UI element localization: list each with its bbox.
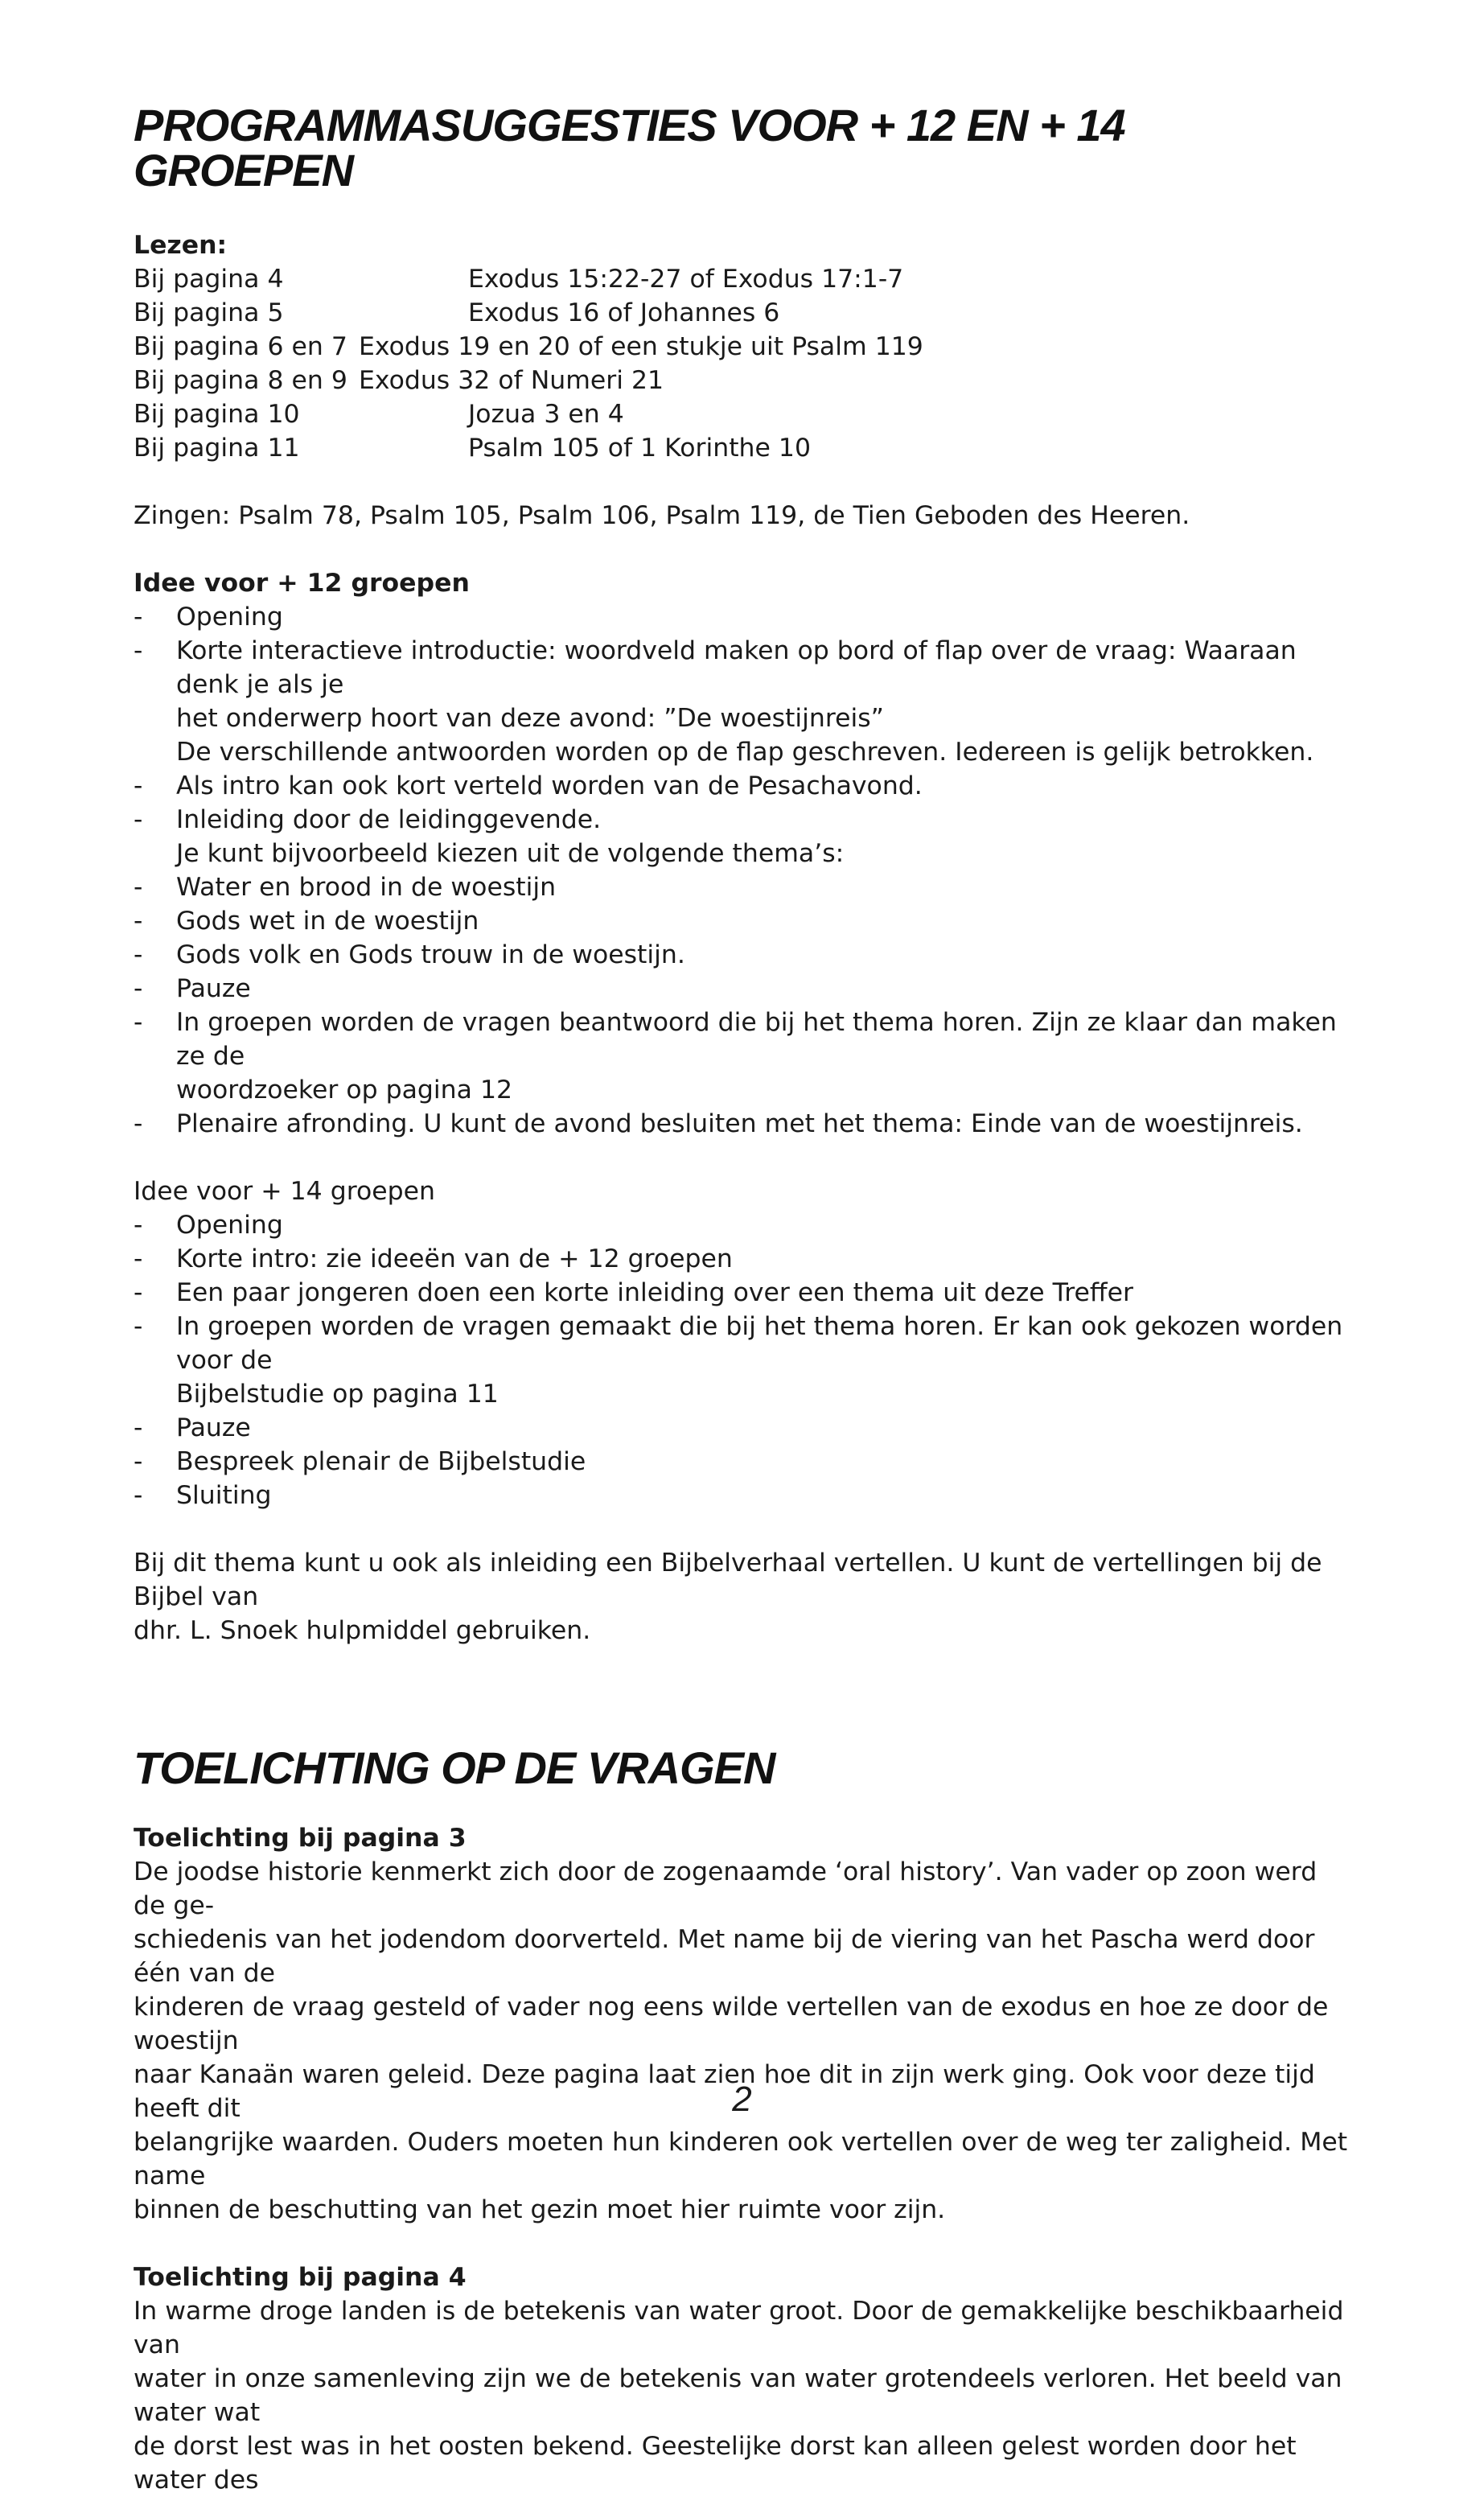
paragraph-line: belangrijke waarden. Ouders moeten hun kinderen ook vertellen over de weg ter zaligheid. Met name — [134, 2128, 1348, 2191]
list-item: - Korte interactieve introductie: woordveld maken op bord of flap over de vraag: Waaraan denk je als je — [134, 636, 1297, 699]
reading-page: Bij pagina 11 — [134, 434, 300, 463]
paragraph-line: naar Kanaän waren geleid. Deze pagina laat zien hoe dit in zijn werk ging. Ook voor deze tijd heeft dit — [134, 2060, 1315, 2123]
list-item: - Gods wet in de woestijn — [134, 907, 479, 936]
list-item: - Een paar jongeren doen een korte inleiding over een thema uit deze Treffer — [134, 1278, 1133, 1307]
paragraph-line: kinderen de vraag gesteld of vader nog eens wilde vertellen van de exodus en hoe ze door de woestijn — [134, 1993, 1329, 2055]
list-item: - Pauze — [134, 974, 251, 1003]
toelichting-p4-paragraph — [134, 2294, 1355, 2497]
reading-page: Bij pagina 8 en 9 — [134, 366, 347, 395]
list-item: - Plenaire afronding. U kunt de avond besluiten met het thema: Einde van de woestijnreis. — [134, 1109, 1303, 1138]
reading-row — [134, 364, 1355, 397]
paragraph-line: dhr. L. Snoek hulpmiddel gebruiken. — [134, 1616, 591, 1645]
reading-text: Exodus 16 of Johannes 6 — [468, 298, 780, 327]
paragraph-line: de dorst lest was in het oosten bekend. Geestelijke dorst kan alleen gelest worden door het water des — [134, 2432, 1297, 2495]
paragraph-line: binnen de beschutting van het gezin moet hier ruimte voor zijn. — [134, 2195, 946, 2224]
paragraph-line: water in onze samenleving zijn we de betekenis van water grotendeels verloren. Het beeld van water wat — [134, 2364, 1342, 2427]
page-number: 2 — [732, 2079, 752, 2119]
list-item: - Opening — [134, 1211, 283, 1240]
reading-page: Bij pagina 4 — [134, 265, 284, 294]
reading-page: Bij pagina 5 — [134, 298, 284, 327]
list-item: - Korte intro: zie ideeën van de + 12 groepen — [134, 1244, 733, 1273]
list-item: - Gods volk en Gods trouw in de woestijn. — [134, 940, 685, 969]
list-item: - In groepen worden de vragen beantwoord die bij het thema horen. Zijn ze klaar dan maken ze de — [134, 1008, 1337, 1071]
lezen-label: Lezen: — [134, 231, 228, 260]
reading-text: Exodus 15:22-27 of Exodus 17:1-7 — [468, 265, 904, 294]
idee12-heading: Idee voor + 12 groepen — [134, 569, 470, 598]
list-item-continuation: Bijbelstudie op pagina 11 — [176, 1380, 499, 1409]
paragraph-line: In warme droge landen is de betekenis van water groot. Door de gemakkelijke beschikbaarheid van — [134, 2297, 1344, 2359]
reading-row — [134, 431, 1355, 465]
paragraph-line: Bij dit thema kunt u ook als inleiding een Bijbelverhaal vertellen. U kunt de vertellingen bij de Bijbel van — [134, 1549, 1322, 1611]
list-item: - Pauze — [134, 1413, 251, 1442]
idee14-heading: Idee voor + 14 groepen — [134, 1177, 435, 1206]
paragraph-line: De joodse historie kenmerkt zich door de zogenaamde ‘oral history’. Van vader op zoon werd de ge- — [134, 1857, 1318, 1920]
reading-row — [134, 397, 1355, 431]
reading-text: Exodus 19 en 20 of een stukje uit Psalm 119 — [359, 332, 923, 361]
list-item: - Bespreek plenair de Bijbelstudie — [134, 1447, 586, 1476]
paragraph-line: schiedenis van het jodendom doorverteld. Met name bij de viering van het Pascha werd door één van de — [134, 1925, 1315, 1988]
list-item-continuation: Je kunt bijvoorbeeld kiezen uit de volgende thema’s: — [176, 839, 845, 868]
idee12-list — [134, 600, 1355, 1141]
idee14-list — [134, 1208, 1355, 1512]
list-item: - Als intro kan ook kort verteld worden van de Pesachavond. — [134, 771, 923, 800]
reading-text: Psalm 105 of 1 Korinthe 10 — [468, 434, 811, 463]
reading-text: Jozua 3 en 4 — [468, 400, 624, 429]
list-item: - Inleiding door de leidinggevende. — [134, 805, 602, 834]
toelichting-p4-heading: Toelichting bij pagina 4 — [134, 2263, 467, 2292]
list-item-continuation: woordzoeker op pagina 12 — [176, 1076, 513, 1105]
list-item: - Opening — [134, 603, 283, 631]
reading-row — [134, 262, 1355, 296]
reading-page: Bij pagina 6 en 7 — [134, 332, 347, 361]
list-item: - In groepen worden de vragen gemaakt die bij het thema horen. Er kan ook gekozen worden voor de — [134, 1312, 1343, 1375]
list-item: - Water en brood in de woestijn — [134, 873, 557, 902]
reading-page: Bij pagina 10 — [134, 400, 300, 429]
section-title-programma: PROGRAMMASUGGESTIES VOOR + 12 EN + 14 GROEPEN — [134, 100, 1125, 195]
section-title-toelichting: TOELICHTING OP DE VRAGEN — [134, 1742, 775, 1793]
readings-list — [134, 262, 1355, 465]
reading-row — [134, 296, 1355, 330]
closing-paragraph — [134, 1546, 1355, 1648]
zingen-line: Zingen: Psalm 78, Psalm 105, Psalm 106, Psalm 119, de Tien Geboden des Heeren. — [134, 501, 1190, 530]
toelichting-p3-paragraph — [134, 1855, 1355, 2227]
toelichting-p3-heading: Toelichting bij pagina 3 — [134, 1824, 467, 1853]
reading-text: Exodus 32 of Numeri 21 — [359, 366, 664, 395]
list-item: - Sluiting — [134, 1481, 272, 1510]
list-item-continuation: De verschillende antwoorden worden op de flap geschreven. Iedereen is gelijk betrokken. — [176, 738, 1314, 767]
reading-row — [134, 330, 1355, 364]
list-item-continuation: het onderwerp hoort van deze avond: ”De woestijnreis” — [176, 704, 884, 733]
